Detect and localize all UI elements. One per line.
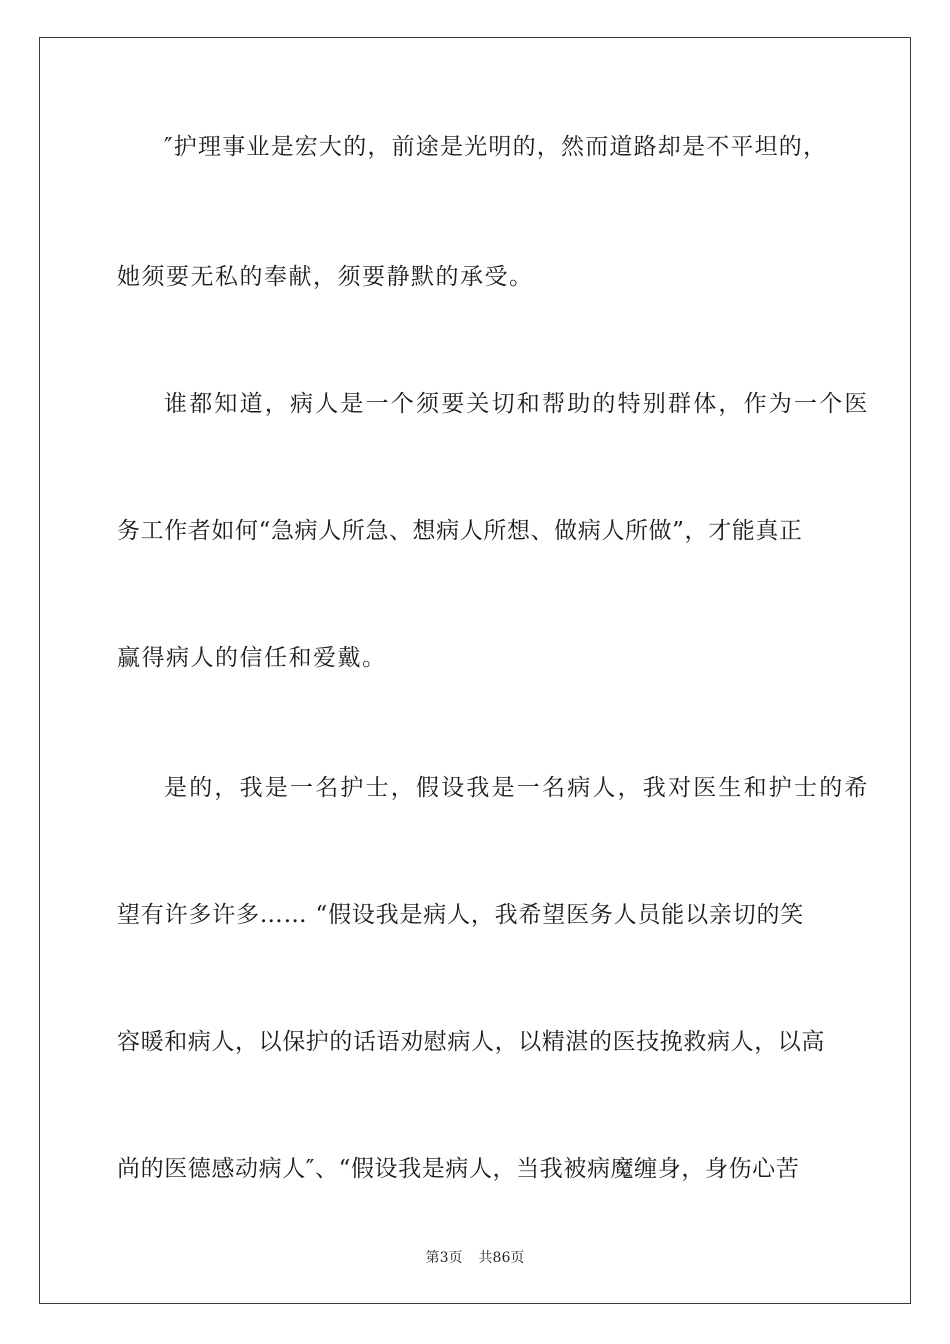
line-text: 务工作者如何“急病人所急、想病人所想、做病人所做”，才能真正 xyxy=(117,518,803,544)
text-line-1 xyxy=(164,132,833,162)
text-line-4 xyxy=(117,516,833,546)
page-number: 第3页 xyxy=(425,1250,463,1266)
total-pages: 共86页 xyxy=(478,1250,525,1266)
line-text: 谁都知道，病人是一个须要关切和帮助的特别群体，作为一个医 xyxy=(164,391,870,417)
page-footer xyxy=(0,1247,950,1267)
line-text: 她须要无私的奉献，须要静默的承受。 xyxy=(117,264,534,290)
text-line-7 xyxy=(117,900,833,930)
text-line-2 xyxy=(117,262,833,292)
text-line-6 xyxy=(164,773,870,803)
line-text: 望有许多许多…… “假设我是病人，我希望医务人员能以亲切的笑 xyxy=(117,902,805,928)
line-text: 容暖和病人，以保护的话语劝慰病人，以精湛的医技挽救病人，以高 xyxy=(117,1029,825,1055)
text-line-3 xyxy=(164,389,870,419)
line-text: 赢得病人的信任和爱戴。 xyxy=(117,645,387,671)
text-line-9 xyxy=(117,1154,833,1184)
text-line-8 xyxy=(117,1027,833,1057)
text-line-5 xyxy=(117,643,833,673)
line-text: 是的，我是一名护士，假设我是一名病人，我对医生和护士的希 xyxy=(164,775,870,801)
line-text: ″护理事业是宏大的，前途是光明的，然而道路却是不平坦的， xyxy=(164,134,828,160)
line-text: 尚的医德感动病人″、“假设我是病人，当我被病魔缠身，身伤心苦 xyxy=(117,1156,800,1182)
